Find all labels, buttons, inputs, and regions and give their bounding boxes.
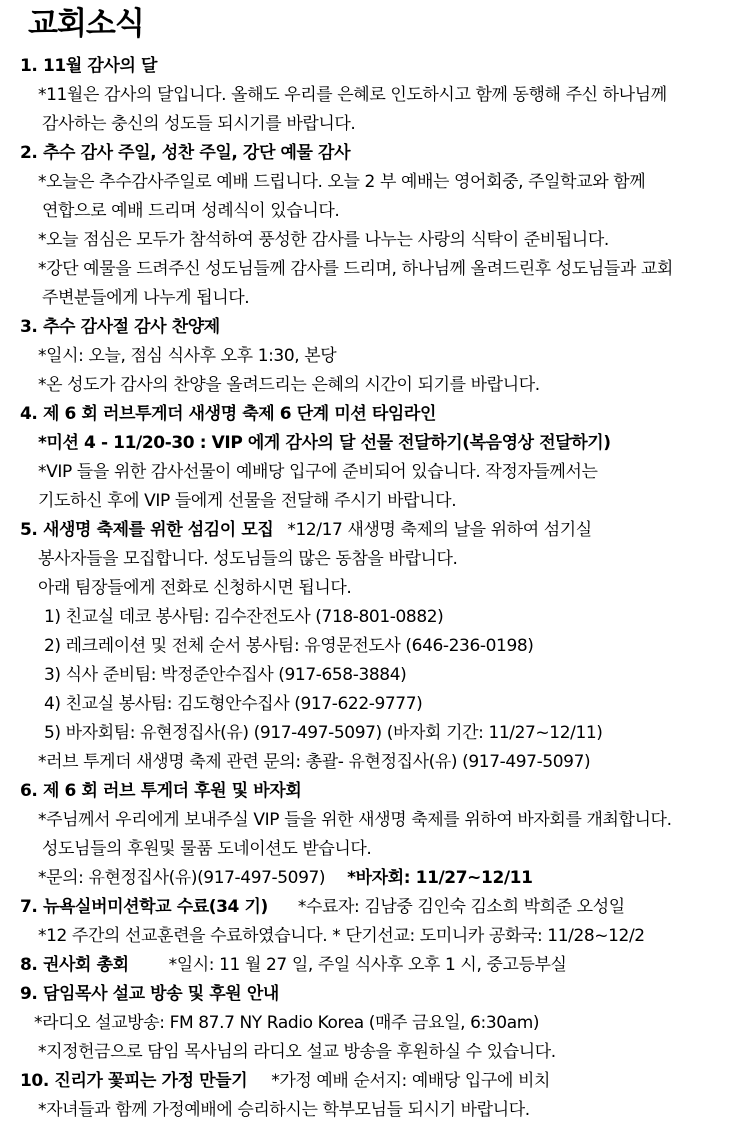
news-list (0, 52, 746, 1125)
section-5-heading-row (0, 516, 746, 545)
section-5-item-5: 5) 바자회팀: 유현정집사(유) (917-497-5097) (바자회 기간: 11/27~12/11) (44, 723, 603, 743)
section-3-heading: 3. 추수 감사절 감사 찬양제 (20, 317, 220, 337)
section-8-heading-row (0, 951, 746, 980)
section-6-heading: 6. 제 6 회 러브 투게더 후원 및 바자회 (20, 781, 302, 801)
section-2-line-2: 연합으로 예배 드리며 성례식이 있습니다. (42, 201, 340, 221)
section-4-line-2: *VIP 들을 위한 감사선물이 예배당 입구에 준비되어 있습니다. 작정자들께서는 (38, 462, 598, 482)
section-5-heading: 5. 새생명 축제를 위한 섬김이 모집 (20, 520, 274, 540)
section-10-heading: 10. 진리가 꽃피는 가정 만들기 (20, 1071, 248, 1091)
section-6-line-3: *문의: 유현정집사(유)(917-497-5097) (38, 868, 326, 888)
section-2-line-1: *오늘은 추수감사주일로 예배 드립니다. 오늘 2 부 예배는 영어회중, 주일학교와 함께 (38, 172, 646, 192)
section-6-line-2: 성도님들의 후원및 물품 도네이션도 받습니다. (42, 839, 372, 859)
section-10-heading-row (0, 1067, 746, 1096)
section-5-item-3: 3) 식사 준비팀: 박정준안수집사 (917-658-3884) (44, 665, 407, 685)
section-2-line-5: 주변분들에게 나누게 됩니다. (42, 288, 250, 308)
section-9-heading: 9. 담임목사 설교 방송 및 후원 안내 (20, 984, 279, 1004)
section-7-line-1: *12 주간의 선교훈련을 수료하였습니다. * 단기선교: 도미니카 공화국: 11/28~12/2 (38, 926, 645, 946)
section-5-heading-note: *12/17 새생명 축제의 날을 위하여 섬기실 (287, 520, 592, 540)
section-2-line-4: *강단 예물을 드려주신 성도님들께 감사를 드리며, 하나님께 올려드린후 성도님들과 교회 (38, 259, 673, 279)
section-6-line-3-row (0, 864, 746, 893)
section-6-line-1: *주님께서 우리에게 보내주실 VIP 들을 위한 새생명 축제를 위하여 바자회를 개최합니다. (38, 810, 672, 830)
section-6-bazaar-dates: *바자회: 11/27~12/11 (347, 868, 533, 888)
section-5-line-1: 봉사자들을 모집합니다. 성도님들의 많은 동참을 바랍니다. (38, 549, 458, 569)
section-5-item-1: 1) 친교실 데코 봉사팀: 김수잔전도사 (718-801-0882) (44, 607, 444, 627)
section-2-heading: 2. 추수 감사 주일, 성찬 주일, 강단 예물 감사 (20, 143, 351, 163)
section-2-line-3: *오늘 점심은 모두가 참석하여 풍성한 감사를 나누는 사랑의 식탁이 준비됩니다. (38, 230, 609, 250)
section-4-line-1: *미션 4 - 11/20-30 : VIP 에게 감사의 달 선물 전달하기(복음영상 전달하기) (38, 433, 611, 453)
section-1-heading: 1. 11월 감사의 달 (20, 56, 158, 76)
section-3-line-1: *일시: 오늘, 점심 식사후 오후 1:30, 본당 (38, 346, 337, 366)
section-9-line-2: *지정헌금으로 담임 목사님의 라디오 설교 방송을 후원하실 수 있습니다. (38, 1042, 556, 1062)
section-7-heading-row (0, 893, 746, 922)
section-5-item-4: 4) 친교실 봉사팀: 김도형안수집사 (917-622-9777) (44, 694, 423, 714)
section-4-line-3: 기도하신 후에 VIP 들에게 선물을 전달해 주시기 바랍니다. (38, 491, 457, 511)
section-1-line-1: *11월은 감사의 달입니다. 올해도 우리를 은혜로 인도하시고 함께 동행해 주신 하나님께 (38, 85, 667, 105)
section-9-line-1: *라디오 설교방송: FM 87.7 NY Radio Korea (매주 금요일, 6:30am) (34, 1013, 540, 1033)
page-title: 교회소식 (28, 6, 144, 42)
section-5-line-2: 아래 팀장들에게 전화로 신청하시면 됩니다. (38, 578, 352, 598)
section-10-heading-note: *가정 예배 순서지: 예배당 입구에 비치 (271, 1071, 551, 1091)
section-4-heading: 4. 제 6 회 러브투게더 새생명 축제 6 단계 미션 타임라인 (20, 404, 436, 424)
section-1-line-2: 감사하는 충신의 성도들 되시기를 바랍니다. (42, 114, 356, 134)
section-8-heading-note: *일시: 11 월 27 일, 주일 식사후 오후 1 시, 중고등부실 (168, 955, 567, 975)
section-5-item-2: 2) 레크레이션 및 전체 순서 봉사팀: 유영문전도사 (646-236-0198) (44, 636, 534, 656)
section-10-line-1: *자녀들과 함께 가정예배에 승리하시는 학부모님들 되시기 바랍니다. (38, 1100, 530, 1120)
section-7-heading-note: *수료자: 김남중 김인숙 김소희 박희준 오성일 (297, 897, 625, 917)
section-7-heading: 7. 뉴욕실버미션학교 수료(34 기) (20, 897, 268, 917)
section-8-heading: 8. 권사회 총회 (20, 955, 129, 975)
section-3-line-2: *온 성도가 감사의 찬양을 올려드리는 은혜의 시간이 되기를 바랍니다. (38, 375, 540, 395)
section-5-line-3: *러브 투게더 새생명 축제 관련 문의: 총괄- 유현정집사(유) (917-497-5097) (38, 752, 591, 772)
